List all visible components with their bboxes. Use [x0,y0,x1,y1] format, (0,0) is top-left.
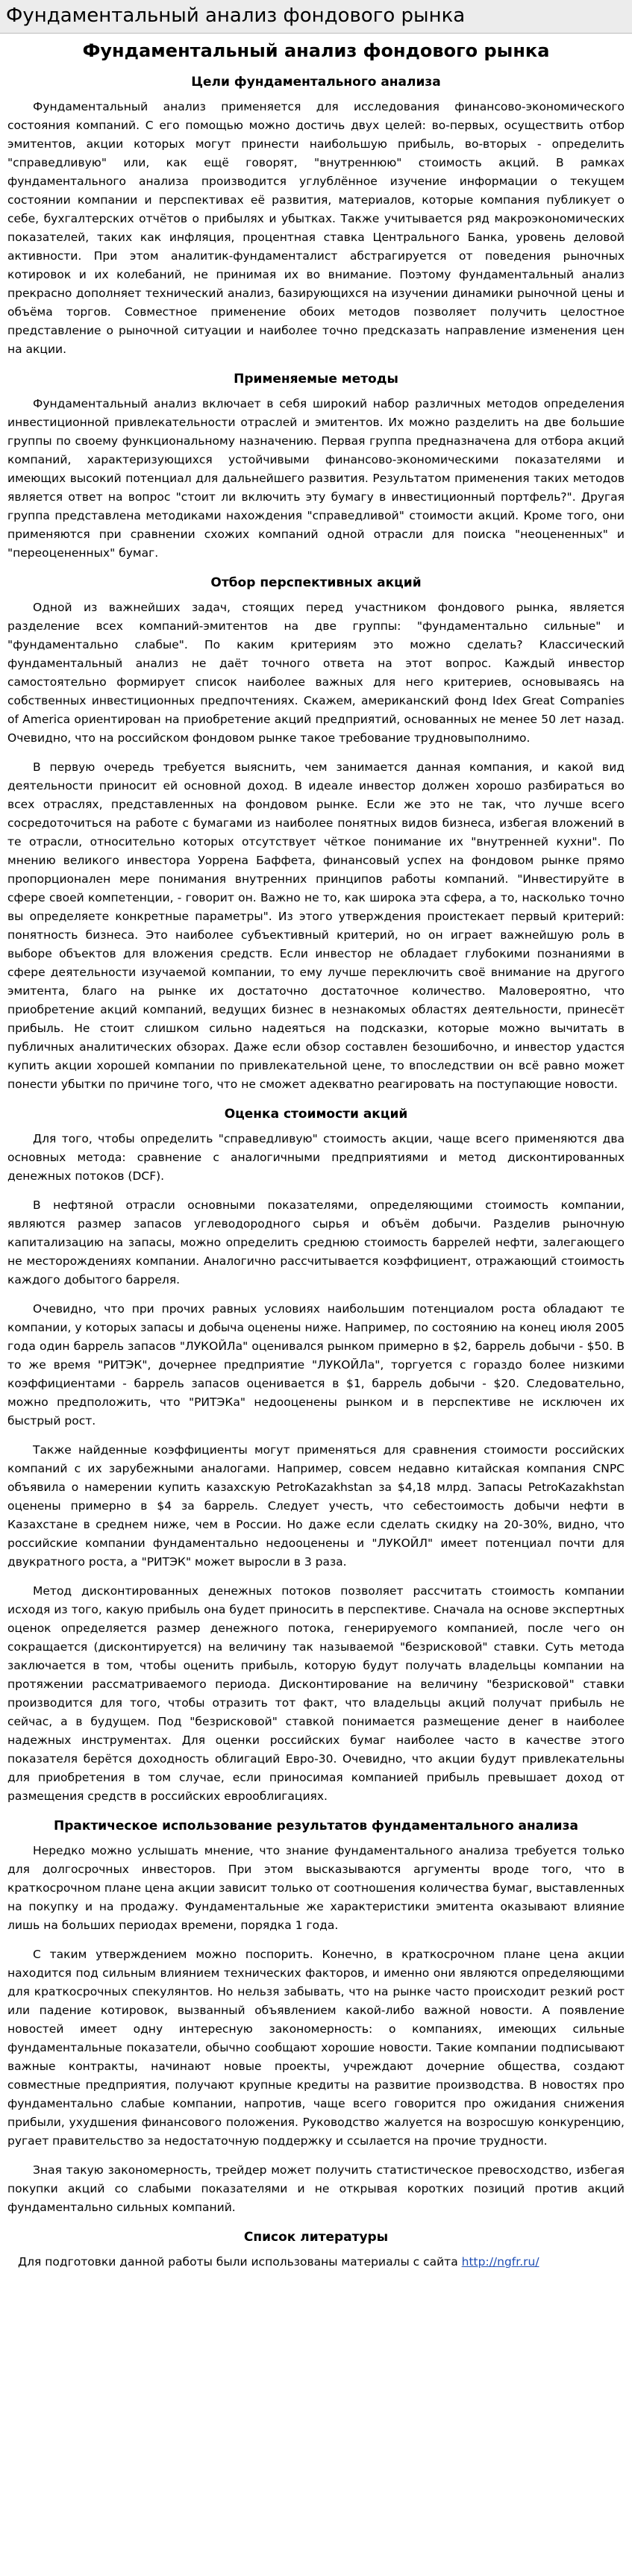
window-title: Фундаментальный анализ фондового рынка [6,4,466,27]
paragraph: Также найденные коэффициенты могут применяться для сравнения стоимости российских компаний с их зарубежными аналогами. Например, совсем недавно китайская компания CNPC объявила о намерении купить казахскую PetroKazakhstan за $4,18 млрд. Запасы PetroKazakhstan оценены примерно в $4 за баррель. Следует учесть, что себестоимость добычи нефти в Казахстане в среднем ниже, чем в России. Но даже если сделать скидку на 20-30%, видно, что российские компании фундаментально недооценены и "ЛУКОЙЛ" имеет потенциал почти для двукратного роста, а "РИТЭК" может выросли в 3 раза. [7,1443,625,1569]
section-stock-selection [7,575,625,1094]
paragraph: В первую очередь требуется выяснить, чем занимается данная компания, и какой вид деятельности приносит ей основной доход. В идеале инвестор должен хорошо разбираться во всех отраслях, представленных на фондовом рынке. Если же это не так, что лучше всего сосредоточиться на работе с бумагами из наиболее понятных видов бизнеса, избегая вложений в те отрасли, относительно которых отсутствует чёткое понимание их "внутренней кухни". По мнению великого инвестора Уоррена Баффета, финансовый успех на фондовом рынке прямо пропорционален мере понимания внутренних принципов работы компаний. "Инвестируйте в сфере своей компетенции, - говорит он. Важно не то, как широка эта сфера, а то, насколько точно вы определяете конкретные параметры". Из этого утверждения проистекает первый критерий: понятность бизнеса. Это наиболее субъективный критерий, но он играет важнейшую роль в выборе объектов для вложения средств. Если инвестор не обладает глубокими познаниями в сфере деятельности изучаемой компании, то ему лучше переключить своё внимание на другого эмитента, благо на рынке их достаточно достаточное количество. Маловероятно, что приобретение акций компаний, ведущих бизнес в незнакомых областях деятельности, принесёт прибыль. Не стоит слишком сильно надеяться на подсказки, которые можно вычитать в публичных аналитических обзорах. Даже если обзор составлен безошибочно, и инвестор удастся купить акции хорошей компании по привлекательной цене, то впоследствии он всё равно может понести убытки по причине того, что не сможет адекватно реагировать на поступающие новости. [7,760,625,1091]
section-heading: Отбор перспективных акций [210,575,422,590]
source-link[interactable]: http://ngfr.ru/ [461,2255,539,2269]
section-heading: Цели фундаментального анализа [191,75,441,90]
section-heading: Оценка стоимости акций [224,1107,408,1122]
paragraph: С таким утверждением можно поспорить. Конечно, в краткосрочном плане цена акции находится под сильным влиянием технических факторов, и именно они являются определяющими для краткосрочных спекулянтов. Но нельзя забывать, что на рынке часто происходит резкий рост или падение котировок, вызванный объявлением какой-либо важной новости. А появление новостей имеет одну интересную закономерность: о компаниях, имеющих сильные фундаментальные показатели, обычно сообщают хорошие новости. Такие компании подписывают важные контракты, начинают новые проекты, учреждают дочерние общества, создают совместные предприятия, получают крупные кредиты на развитие производства. В новостях про фундаментально слабые компании, напротив, чаще всего говорится про ожидания снижения прибыли, ухудшения финансового положения. Руководство жалуется на возросшую конкуренцию, ругает правительство за недостаточную поддержку и ссылается на прочие трудности. [7,1948,625,2148]
paragraph: Зная такую закономерность, трейдер может получить статистическое превосходство, избегая покупки акций со слабыми показателями и не открывая коротких позиций против акций фундаментально сильных компаний. [7,2163,625,2214]
section-bibliography [7,2229,625,2272]
sources-paragraph [7,2253,625,2272]
section-methods [7,371,625,563]
section-heading: Практическое использование результатов фундаментального анализа [54,1819,578,1833]
section-heading: Применяемые методы [234,372,398,387]
window-title-bar [0,0,632,34]
paragraph: Фундаментальный анализ включает в себя широкий набор различных методов определения инвестиционной привлекательности отраслей и эмитентов. Их можно разделить на две большие группы по своему функциональному назначению. Первая группа предназначена для отбора акций компаний, характеризующихся устойчивыми финансово-экономическими показателями и имеющих высокий потенциал для дальнейшего развития. Результатом применения таких методов является ответ на вопрос "стоит ли включить эту бумагу в инвестиционный портфель?". Другая группа представлена методиками нахождения "справедливой" стоимости акций. Кроме того, они применяются при сравнении схожих компаний одной отрасли для поиска "неоцененных" и "переоцененных" бумаг. [7,397,625,560]
section-valuation [7,1106,625,1806]
paragraph: Очевидно, что при прочих равных условиях наибольшим потенциалом роста обладают те компании, у которых запасы и добыча оценены ниже. Например, по состоянию на конец июля 2005 года один баррель запасов "ЛУКОЙЛа" оценивался рынком примерно в $2, баррель добычи - $50. В то же время "РИТЭК", дочернее предприятие "ЛУКОЙЛа", торгуется с гораздо более низкими коэффициентами - баррель запасов оценивается в $1, баррель добычи - $20. Следовательно, можно предположить, что "РИТЭКа" недооценены рынком и в перспективе не исключен их быстрый рост. [7,1302,625,1428]
paragraph: Нередко можно услышать мнение, что знание фундаментального анализа требуется только для долгосрочных инвесторов. При этом высказываются аргументы вроде того, что в краткосрочном плане цена акции зависит только от соотношения количества бумаг, выставленных на покупку и на продажу. Фундаментальные же характеристики эмитента оказывают влияние лишь на больших периодах времени, порядка 1 года. [7,1844,625,1932]
paragraph: Одной из важнейших задач, стоящих перед участником фондового рынка, является разделение всех компаний-эмитентов на две группы: "фундаментально сильные" и "фундаментально слабые". По каким критериям это можно сделать? Классический фундаментальный анализ не даёт точного ответа на этот вопрос. Каждый инвестор самостоятельно формирует список наиболее важных для него критериев, основываясь на собственных инвестиционных предпочтениях. Скажем, американский фонд Idex Great Companies of America ориентирован на приобретение акций предприятий, основанных не менее 50 лет назад. Очевидно, что на российском фондовом рынке такое требование трудновыполнимо. [7,601,625,745]
sources-prefix: Для подготовки данной работы были использованы материалы с сайта [18,2255,458,2269]
section-practical-use [7,1818,625,2217]
paragraph: В нефтяной отрасли основными показателями, определяющими стоимость компании, являются размер запасов углеводородного сырья и объём добычи. Разделив рыночную капитализацию на запасы, можно определить среднюю стоимость баррелей нефти, залегающего не месторождениях компании. Аналогично рассчитывается коэффициент, отражающий стоимость каждого добытого барреля. [7,1198,625,1287]
section-heading: Список литературы [243,2230,389,2245]
section-goals [7,74,625,359]
paragraph: Метод дисконтированных денежных потоков позволяет рассчитать стоимость компании исходя из того, какую прибыль она будет приносить в перспективе. Сначала на основе экспертных оценок определяется размер денежного потока, генерируемого компанией, после чего он сокращается (дисконтируется) на величину так называемой "безрисковой" ставки. Суть метода заключается в том, чтобы оценить прибыль, которую будут получать владельцы компании на протяжении рассматриваемого периода. Дисконтирование на величину "безрисковой" ставки производится для того, чтобы отразить тот факт, что владельцы акций получат прибыль не сейчас, а в будущем. Под "безрисковой" ставкой понимается размещение денег в наиболее надежных инструментах. Для оценки российских бумаг наиболее часто в качестве этого показателя берётся доходность облигаций Евро-30. Очевидно, что акции будут привлекательны для приобретения в том случае, если приносимая компанией прибыль превышает доход от размещения средств в российских еврооблигациях. [7,1584,625,1803]
paragraph: Фундаментальный анализ применяется для исследования финансово-экономического состояния компаний. С его помощью можно достичь двух целей: во-первых, осуществить отбор эмитентов, акции которых могут принести наибольшую прибыль, во-вторых - определить "справедливую" или, как ещё говорят, "внутреннюю" стоимость акций. В рамках фундаментального анализа производится углублённое изучение информации о текущем состоянии компании и перспективах её развития, материалов, которые компания публикует о себе, бухгалтерских отчётов о прибылях и убытках. Также учитывается ряд макроэкономических показателей, таких как инфляция, процентная ставка Центрального Банка, уровень деловой активности. При этом аналитик-фундаменталист абстрагируется от поведения рыночных котировок и их колебаний, не принимая их во внимание. Поэтому фундаментальный анализ прекрасно дополняет технический анализ, базирующихся на изучении динамики рыночной цены и объёма торгов. Совместное применение обоих методов позволяет получить целостное представление о рыночной ситуации и наиболее точно предсказать направление изменения цен на акции. [7,100,625,356]
article [0,34,632,2289]
paragraph: Для того, чтобы определить "справедливую" стоимость акции, чаще всего применяются два основных метода: сравнение с аналогичными предприятиями и метод дисконтированных денежных потоков (DCF). [7,1132,625,1183]
article-title: Фундаментальный анализ фондового рынка [82,40,550,61]
